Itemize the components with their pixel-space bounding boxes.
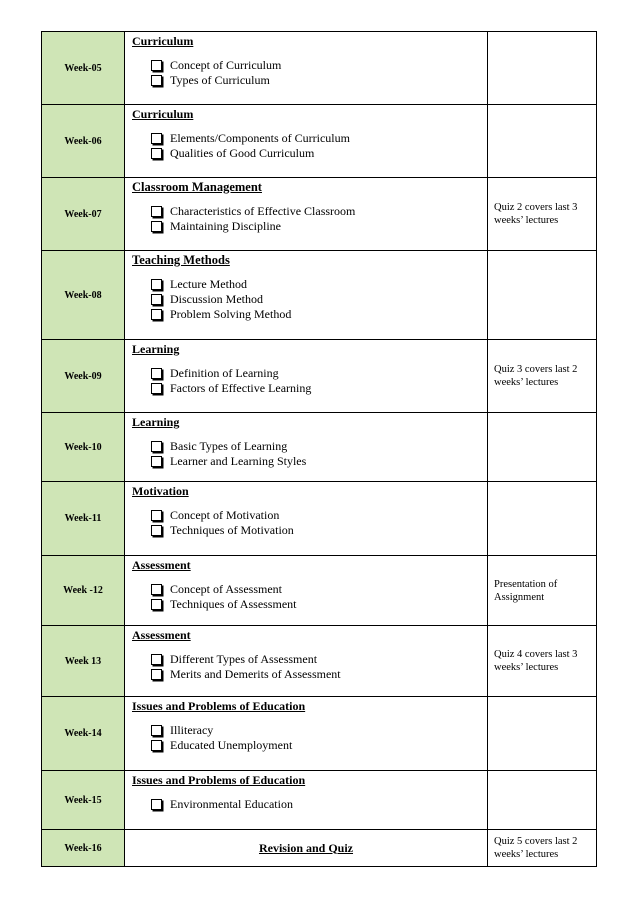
week-cell: Week-11 xyxy=(42,482,125,556)
remarks-cell: Quiz 3 covers last 2 weeks’ lectures xyxy=(488,340,597,413)
topic-cell xyxy=(125,340,488,413)
topic-item xyxy=(151,667,487,682)
checkbox-icon xyxy=(151,75,162,86)
week-cell: Week-10 xyxy=(42,413,125,482)
week-cell: Week-09 xyxy=(42,340,125,413)
checkbox-icon xyxy=(151,654,162,665)
checkbox-icon xyxy=(151,206,162,217)
topic-cell xyxy=(125,178,488,251)
topic-item-label: Concept of Assessment xyxy=(170,582,282,596)
checkbox-icon xyxy=(151,669,162,680)
checkbox-icon xyxy=(151,294,162,305)
schedule-row xyxy=(42,697,597,771)
topic-item-label: Problem Solving Method xyxy=(170,307,292,321)
topic-item xyxy=(151,582,487,597)
topic-item-label: Discussion Method xyxy=(170,292,263,306)
topic-item-label: Maintaining Discipline xyxy=(170,219,281,233)
topic-list xyxy=(132,582,487,618)
week-cell: Week-16 xyxy=(42,830,125,867)
topic-cell xyxy=(125,251,488,340)
topic-item-label: Environmental Education xyxy=(170,797,293,811)
topic-item xyxy=(151,454,487,469)
schedule-row xyxy=(42,556,597,626)
checkbox-icon xyxy=(151,510,162,521)
checkbox-icon xyxy=(151,584,162,595)
remarks-cell: Quiz 2 covers last 3 weeks’ lectures xyxy=(488,178,597,251)
topic-list xyxy=(132,797,487,818)
remarks-cell xyxy=(488,697,597,771)
topic-item xyxy=(151,219,487,234)
topic-item-label: Educated Unemployment xyxy=(170,738,293,752)
checkbox-icon xyxy=(151,133,162,144)
week-cell: Week -12 xyxy=(42,556,125,626)
topic-title: Learning xyxy=(132,415,180,429)
topic-title: Issues and Problems of Education xyxy=(132,699,306,713)
topic-title: Learning xyxy=(132,342,180,356)
topic-title: Assessment xyxy=(132,558,191,572)
schedule-row xyxy=(42,626,597,697)
topic-item xyxy=(151,723,487,738)
topic-cell xyxy=(125,413,488,482)
checkbox-icon xyxy=(151,368,162,379)
topic-item-label: Learner and Learning Styles xyxy=(170,454,307,468)
topic-title: Curriculum xyxy=(132,34,194,48)
topic-cell xyxy=(125,556,488,626)
topic-item xyxy=(151,58,487,73)
topic-title: Issues and Problems of Education xyxy=(132,773,306,787)
topic-item xyxy=(151,652,487,667)
topic-item xyxy=(151,381,487,396)
checkbox-icon xyxy=(151,725,162,736)
topic-item-label: Elements/Components of Curriculum xyxy=(170,131,350,145)
remarks-cell xyxy=(488,482,597,556)
topic-item-label: Basic Types of Learning xyxy=(170,439,288,453)
topic-item-label: Techniques of Assessment xyxy=(170,597,297,611)
schedule-row xyxy=(42,771,597,830)
topic-title: Motivation xyxy=(132,484,189,498)
remarks-cell xyxy=(488,32,597,105)
topic-list xyxy=(132,652,487,688)
topic-cell xyxy=(125,32,488,105)
topic-item xyxy=(151,292,487,307)
schedule-row xyxy=(42,482,597,556)
checkbox-icon xyxy=(151,525,162,536)
topic-item xyxy=(151,797,487,812)
remarks-cell: Presentation of Assignment xyxy=(488,556,597,626)
topic-item-label: Types of Curriculum xyxy=(170,73,270,87)
checkbox-icon xyxy=(151,221,162,232)
checkbox-icon xyxy=(151,279,162,290)
topic-cell xyxy=(125,482,488,556)
week-cell: Week-15 xyxy=(42,771,125,830)
topic-item xyxy=(151,439,487,454)
week-cell: Week 13 xyxy=(42,626,125,697)
topic-item xyxy=(151,597,487,612)
topic-list xyxy=(132,277,487,328)
schedule-row xyxy=(42,340,597,413)
topic-item xyxy=(151,73,487,88)
week-cell: Week-14 xyxy=(42,697,125,771)
topic-title: Teaching Methods xyxy=(132,253,230,267)
topic-item-label: Concept of Curriculum xyxy=(170,58,282,72)
topic-title: Curriculum xyxy=(132,107,194,121)
topic-title: Classroom Management xyxy=(132,180,262,194)
topic-item-label: Characteristics of Effective Classroom xyxy=(170,204,356,218)
topic-item-label: Qualities of Good Curriculum xyxy=(170,146,315,160)
topic-item xyxy=(151,131,487,146)
remarks-cell xyxy=(488,413,597,482)
schedule-row xyxy=(42,105,597,178)
topic-list xyxy=(132,439,487,475)
checkbox-icon xyxy=(151,740,162,751)
remarks-cell: Quiz 5 covers last 2 weeks’ lectures xyxy=(488,830,597,867)
checkbox-icon xyxy=(151,148,162,159)
checkbox-icon xyxy=(151,441,162,452)
week-cell: Week-05 xyxy=(42,32,125,105)
topic-cell xyxy=(125,697,488,771)
topic-item xyxy=(151,204,487,219)
schedule-row xyxy=(42,251,597,340)
topic-item xyxy=(151,146,487,161)
week-cell: Week-07 xyxy=(42,178,125,251)
checkbox-icon xyxy=(151,599,162,610)
topic-item-label: Factors of Effective Learning xyxy=(170,381,312,395)
remarks-cell: Quiz 4 covers last 3 weeks’ lectures xyxy=(488,626,597,697)
topic-list xyxy=(132,723,487,759)
topic-item-label: Concept of Motivation xyxy=(170,508,280,522)
topic-item xyxy=(151,523,487,538)
topic-item xyxy=(151,277,487,292)
topic-item-label: Different Types of Assessment xyxy=(170,652,318,666)
checkbox-icon xyxy=(151,799,162,810)
week-cell: Week-06 xyxy=(42,105,125,178)
week-cell: Week-08 xyxy=(42,251,125,340)
topic-item xyxy=(151,307,487,322)
checkbox-icon xyxy=(151,60,162,71)
topic-item-label: Illiteracy xyxy=(170,723,214,737)
topic-list xyxy=(132,204,487,240)
topic-item xyxy=(151,738,487,753)
checkbox-icon xyxy=(151,456,162,467)
checkbox-icon xyxy=(151,383,162,394)
remarks-cell xyxy=(488,105,597,178)
topic-item-label: Merits and Demerits of Assessment xyxy=(170,667,341,681)
topic-cell xyxy=(125,626,488,697)
topic-list xyxy=(132,58,487,94)
checkbox-icon xyxy=(151,309,162,320)
topic-item xyxy=(151,366,487,381)
remarks-cell xyxy=(488,771,597,830)
schedule-row xyxy=(42,413,597,482)
topic-item-label: Lecture Method xyxy=(170,277,247,291)
revision-title: Revision and Quiz xyxy=(125,830,488,867)
topic-title: Assessment xyxy=(132,628,191,642)
topic-list xyxy=(132,508,487,544)
topic-list xyxy=(132,131,487,167)
topic-item-label: Techniques of Motivation xyxy=(170,523,294,537)
topic-item xyxy=(151,508,487,523)
topic-cell xyxy=(125,771,488,830)
remarks-cell xyxy=(488,251,597,340)
schedule-row xyxy=(42,178,597,251)
topic-cell xyxy=(125,105,488,178)
course-schedule-table xyxy=(41,31,597,867)
topic-item-label: Definition of Learning xyxy=(170,366,279,380)
schedule-row xyxy=(42,32,597,105)
topic-list xyxy=(132,366,487,402)
schedule-row-final xyxy=(42,830,597,867)
